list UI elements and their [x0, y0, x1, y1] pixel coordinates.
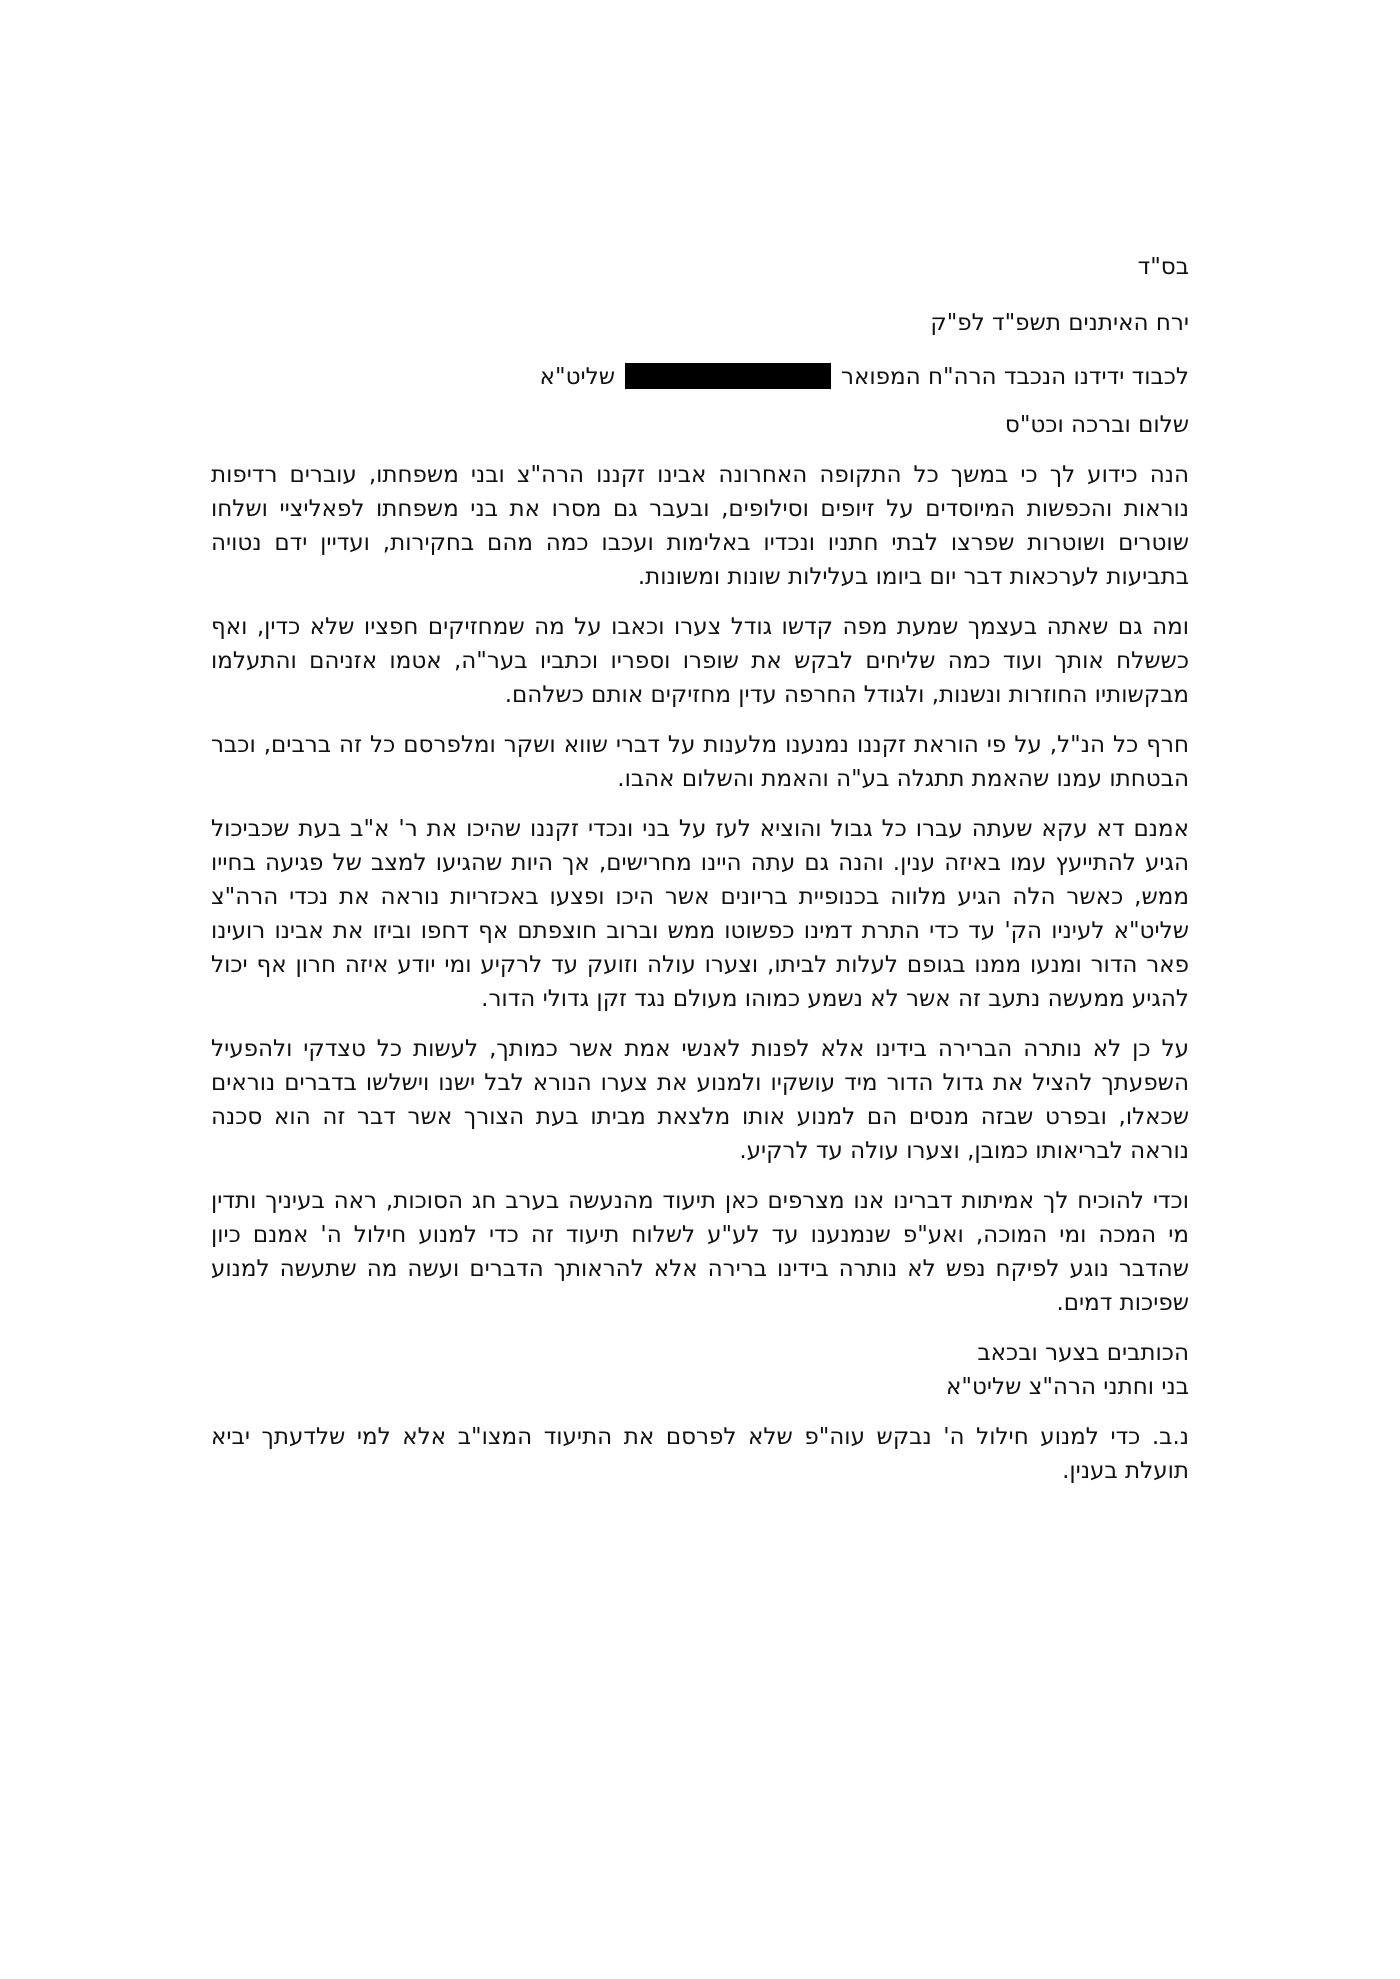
addressee-prefix: לכבוד ידידנו הנכבד הרה"ח המפואר [841, 364, 1189, 390]
letter-date: ירח האיתנים תשפ"ד לפ"ק [930, 310, 1189, 336]
addressee-suffix: שליט"א [539, 364, 615, 390]
greeting-line: שלום וברכה וכט"ס [1004, 412, 1189, 438]
addressee-line [211, 360, 1189, 394]
postscript: נ.ב. כדי למנוע חילול ה' נבקש עוה"פ שלא לפרסם את התיעוד המצו"ב אלא למי שלדעתך יביא תועלת בענין. [211, 1424, 1189, 1484]
paragraph-1: הנה כידוע לך כי במשך כל התקופה האחרונה אבינו זקננו הרה"צ ובני משפחתו, עוברים רדיפות נוראות והכפשות המיוסדים על זיופים וסילופים, ובעבר גם מסרו את בני משפחתו לפאליציי ושלחו שוטרים ושוטרות שפרצו לבתי חתניו ונכדיו באלימות ועכבו כמה מהם בחקירות, ועדיין ידם נטויה בתביעות לערכאות דבר יום ביומו בעלילות שונות ומשונות. [211, 462, 1189, 590]
signoff-line-1: הכותבים בצער ובכאב [977, 1340, 1189, 1366]
paragraph-2: ומה גם שאתה בעצמך שמעת מפה קדשו גודל צערו וכאבו על מה שמחזיקים חפציו שלא כדין, ואף כששלח אותך ועוד כמה שליחים לבקש את שופרו וספריו וכתביו בער"ה, אטמו אזניהם והתעלמו מבקשותיו החוזרות ונשנות, ולגודל החרפה עדין מחזיקים אותם כשלהם. [211, 614, 1189, 708]
redaction-bar [625, 363, 831, 389]
paragraph-5: על כן לא נותרה הברירה בידינו אלא לפנות לאנשי אמת אשר כמותך, לעשות כל טצדקי ולהפעיל השפעתך להציל את גדול הדור מיד עושקיו ולמנוע את צערו הנורא לבל ישנו וישלשו בדברים נוראים שכאלו, ובפרט שבזה מנסים הם למנוע אותו מלצאת מביתו בעת הצורך אשר דבר זה הוא סכנה נוראה לבריאותו כמובן, וצערו עולה עד לרקיע. [211, 1036, 1189, 1164]
paragraph-3: חרף כל הנ"ל, על פי הוראת זקננו נמנענו מלענות על דברי שווא ושקר ומלפרסם כל זה ברבים, וכבר הבטחתו עמנו שהאמת תתגלה בע"ה והאמת והשלום אהבו. [211, 732, 1189, 792]
paragraph-4: אמנם דא עקא שעתה עברו כל גבול והוציא לעז על בני ונכדי זקננו שהיכו את ר' א"ב בעת שכביכול הגיע להתייעץ עמו באיזה ענין. והנה גם עתה היינו מחרישים, אך היות שהגיעו למצב של פגיעה בחייו ממש, כאשר הלה הגיע מלווה בכנופיית בריונים אשר היכו ופצעו באכזריות נוראה את נכדי הרה"צ שליט"א לעיניו הק' עד כדי התרת דמינו כפשוטו ממש וברוב חוצפתם אף דחפו וביזו את אבינו רועינו פאר הדור ומנעו ממנו בגופם לעלות לביתו, וצערו עולה וזועק עד לרקיע ומי יודע איזה חרון אף יכול להגיע ממעשה נתעב זה אשר לא נשמע כמוהו מעולם נגד זקן גדולי הדור. [211, 816, 1189, 1012]
letter-body [211, 250, 1189, 1488]
signoff [211, 1336, 1189, 1404]
paragraph-6: וכדי להוכיח לך אמיתות דברינו אנו מצרפים כאן תיעוד מהנעשה בערב חג הסוכות, ראה בעיניך ותדין מי המכה ומי המוכה, ואע"פ שנמנענו עד לע"ע לשלוח תיעוד זה כדי למנוע חילול ה' אמנם כיון שהדבר נוגע לפיקח נפש לא נותרה בידינו ברירה אלא להראותך הדברים ועשה מה שתעשה למנוע שפיכות דמים. [211, 1188, 1189, 1316]
signoff-line-2: בני וחתני הרה"צ שליט"א [946, 1374, 1189, 1400]
header-bsd: בס"ד [1137, 254, 1189, 280]
